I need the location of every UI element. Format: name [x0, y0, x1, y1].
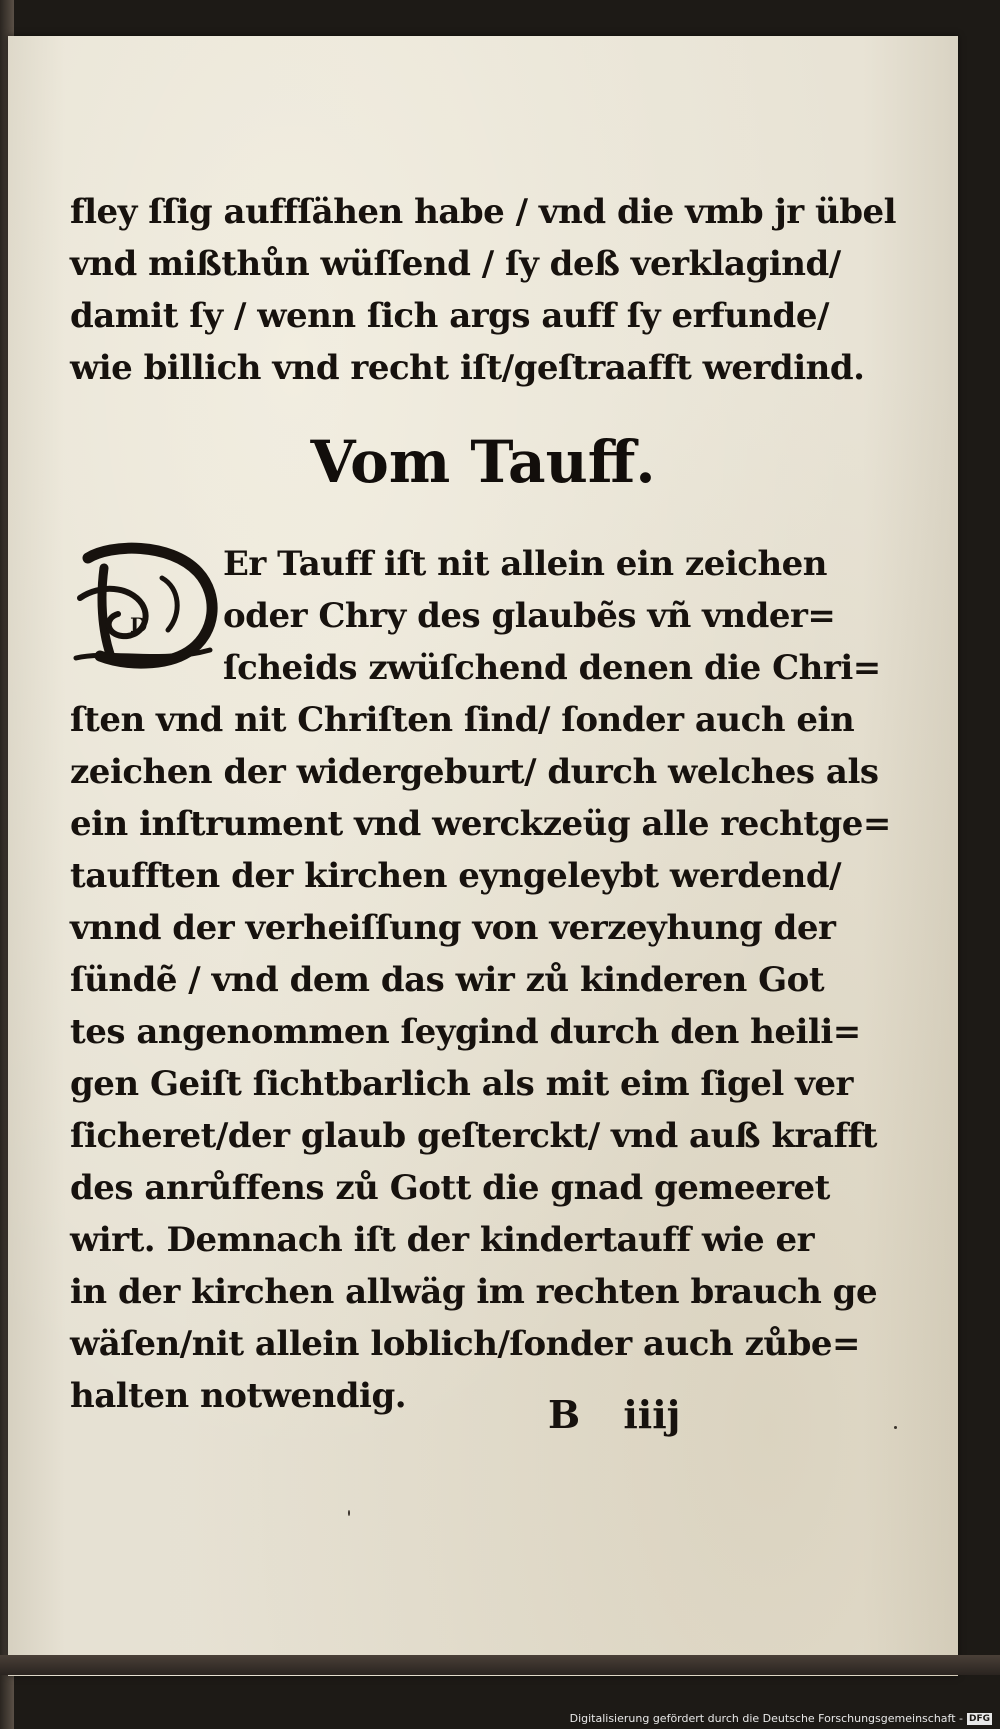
- text-line: wirt. Demnach iſt der kindertauff wie er: [70, 1220, 815, 1260]
- text-line: ſcheids zwüſchend denen die Chri=: [223, 648, 881, 688]
- top-paragraph: [70, 186, 897, 394]
- paper-speck: [894, 1426, 897, 1429]
- page-shadow: [0, 1655, 1000, 1675]
- credit-text: Digitalisierung gefördert durch die Deutsche Forschungsgemeinschaft -: [569, 1712, 963, 1725]
- text-line: wie billich vnd recht iſt/geſtraafft werdind.: [70, 348, 865, 388]
- text-line: vnd mißthůn wüſſend / ſy deß verklagind/: [70, 244, 841, 284]
- body-paragraph: [70, 694, 891, 1422]
- text-line: ſicheret/der glaub geſterckt/ vnd auß krafft: [70, 1116, 877, 1156]
- dfg-logo: DFG: [968, 1713, 990, 1724]
- initial-letter: D: [130, 613, 148, 637]
- decorated-initial: [70, 538, 222, 670]
- text-line: fley ſſig auffſähen habe / vnd die vmb jr übel: [70, 192, 897, 232]
- text-line: Er Tauff iſt nit allein ein zeichen: [223, 544, 828, 584]
- initial-paragraph: [223, 538, 881, 694]
- section-heading: Vom Tauff.: [310, 428, 656, 496]
- paper-speck: [348, 1510, 350, 1516]
- text-line: damit ſy / wenn ſich args auff ſy erfunde/: [70, 296, 829, 336]
- text-line: wäſen/nit allein loblich/ſonder auch zůbe=: [70, 1324, 860, 1364]
- text-line: halten notwendig.: [70, 1376, 407, 1416]
- text-line: taufften der kirchen eyngeleybt werdend/: [70, 856, 842, 896]
- text-line: in der kirchen allwäg im rechten brauch ge: [70, 1272, 878, 1312]
- text-line: ein inſtrument vnd werckzeüg alle rechtge=: [70, 804, 891, 844]
- text-line: zeichen der widergeburt/ durch welches als: [70, 752, 879, 792]
- text-line: gen Geiſt ſichtbarlich als mit eim ſigel ver: [70, 1064, 853, 1104]
- text-line: ſündẽ / vnd dem das wir zů kinderen Got: [70, 960, 825, 1000]
- text-line: tes angenommen ſeygind durch den heili=: [70, 1012, 861, 1052]
- text-line: ſten vnd nit Chriſten ſind/ ſonder auch ein: [70, 700, 855, 740]
- digitization-credit: [570, 1712, 992, 1725]
- signature-mark: B iiij: [548, 1392, 681, 1437]
- text-line: vnnd der verheiſſung von verzeyhung der: [70, 908, 836, 948]
- text-line: oder Chry des glaubẽs vñ vnder=: [223, 596, 836, 636]
- book-page: [8, 36, 958, 1676]
- text-line: des anrůffens zů Gott die gnad gemeeret: [70, 1168, 830, 1208]
